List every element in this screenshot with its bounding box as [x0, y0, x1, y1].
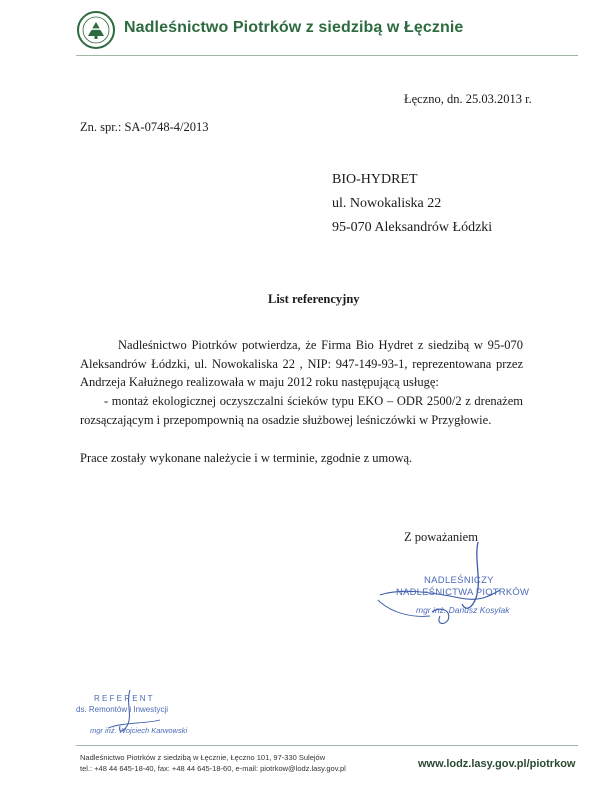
recipient-street: ul. Nowokaliska 22: [332, 196, 442, 211]
stamp-title: NADLEŚNICZY: [424, 575, 494, 586]
recipient-city: 95-070 Aleksandrów Łódzki: [332, 220, 493, 235]
referent-stamp-title: R E F E R E N T: [94, 694, 153, 703]
body-line-6: Prace zostały wykonane należycie i w terminie, zgodnie z umową.: [80, 451, 413, 465]
footer-divider: [76, 745, 578, 746]
referent-signature: [88, 688, 178, 740]
organization-title: Nadleśnictwo Piotrków z siedzibą w Łęcznie: [124, 19, 464, 36]
body-line-5: rozsączającym i przepompownią na osadzie służbowej leśniczówki w Przygłowie.: [80, 413, 492, 427]
stamp-signatory: mgr inż. Dariusz Kosylak: [416, 605, 510, 615]
body-line-1: Nadleśnictwo Piotrków potwierdza, że Firma Bio Hydret z siedzibą w 95-070: [118, 338, 523, 352]
case-reference: Zn. spr.: SA-0748-4/2013: [80, 120, 209, 134]
lasy-panstwowe-logo-icon: [76, 10, 116, 50]
place-date: Łęczno, dn. 25.03.2013 r.: [404, 92, 532, 106]
footer-contact: tel.: +48 44 645-18-40, fax: +48 44 645-18-60, e-mail: piotrkow@lodz.lasy.gov.pl: [80, 764, 346, 773]
letter-title: List referencyjny: [268, 292, 360, 306]
referent-stamp-dept: ds. Remontów i Inwestycji: [76, 705, 169, 714]
closing: Z poważaniem: [404, 530, 478, 544]
footer-address: Nadleśnictwo Piotrków z siedzibą w Łęcznie, Łęczno 101, 97-330 Sulejów: [80, 753, 326, 762]
referent-stamp-name: mgr inż. Wojciech Karwowski: [90, 726, 188, 735]
body-line-4: - montaż ekologicznej oczyszczalni ścieków typu EKO – ODR 2500/2 z drenażem: [104, 394, 523, 408]
body-line-2: Aleksandrów Łódzki, ul. Nowokaliska 22 , NIP: 947-149-93-1, reprezentowana przez: [80, 357, 523, 371]
body-line-3: Andrzeja Kałużnego realizowała w maju 2012 roku następującą usługę:: [80, 375, 439, 389]
footer-website[interactable]: www.lodz.lasy.gov.pl/piotrkow: [418, 758, 576, 770]
recipient-name: BIO-HYDRET: [332, 172, 418, 187]
stamp-office: NADLEŚNICTWA PIOTRKÓW: [396, 587, 530, 598]
header-divider: [76, 55, 578, 56]
